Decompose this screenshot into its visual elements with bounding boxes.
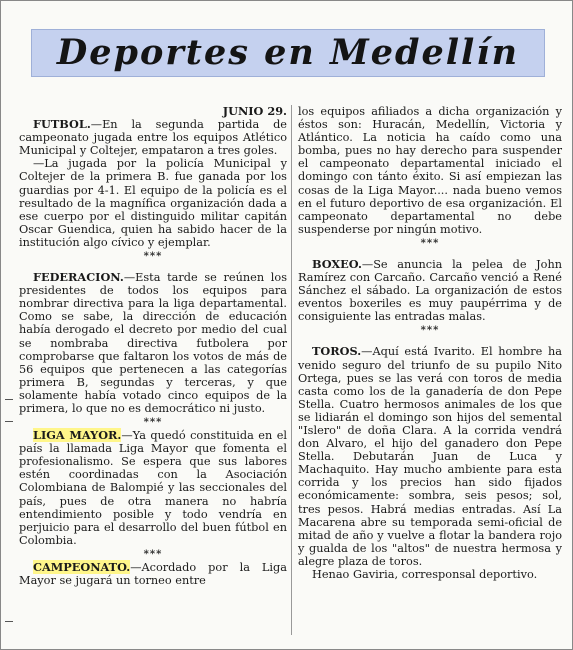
section-separator: *** bbox=[143, 548, 163, 560]
article-text: —Se anuncia la pelea de John Ramírez con Carcaño. Carcaño venció a René Sánchez el sábado. La organización de estos eventos boxeriles es muy paupérrima y de consiguiente las entradas malas. bbox=[298, 257, 562, 324]
keyword-toros: TOROS. bbox=[312, 344, 362, 359]
article-text: —En la segunda partida de campeonato jugada entre los equipos Atlético Municipal y Coltejer, empataron a tres goles. bbox=[19, 118, 287, 158]
margin-mark bbox=[5, 621, 13, 622]
masthead-banner bbox=[31, 29, 545, 77]
article-futbol-continued: —La jugada por la policía Municipal y Coltejer de la primera B. fue ganada por los guardias por 4-1. El equipo de la policía es el resultado de la magnífica organización dada a ese cuerpo por el distinguido militar capitán Oscar Guendica, quien ha sabido hacer de la institución algo cívico y ejemplar. bbox=[19, 157, 287, 249]
article-text: —Ya quedó constituida en el país la llamada Liga Mayor que fomenta el profesionalismo. Se espera que sus labores estén coordinadas con la Asociación Colombiana de Balompié y las seccionales del país, pues de otra manera no habría entendimiento posible y todo vendría en perjuicio para el desarrollo del buen fútbol en Colombia. bbox=[19, 429, 287, 547]
article-boxeo bbox=[298, 258, 562, 323]
keyword-liga-mayor-highlighted: LIGA MAYOR. bbox=[33, 428, 122, 443]
right-column bbox=[298, 105, 562, 581]
article-federacion bbox=[19, 271, 287, 415]
article-text: —Aquí está Ivarito. El hombre ha venido seguro del triunfo de su pupilo Nito Ortega, pues se las verá con toros de media casta como los de la ganadería de don Pepe Stella. Cuatro hermosos animales de los que se lidiarán el domingo son hijos del semental "Islero" de doña Clara. A la corrida vendrá don Alvaro, el hijo del ganadero don Pepe Stella. Debutarán Juan de Luca y Machaquito. Hay mucho ambiente para esta corrida y los precios han sido fijados económicamente: sombra, seis pesos; sol, tres pesos. Habrá medias entradas. Así La Macarena abre su temporada semi-oficial de mitad de año y vuelve a flotar la bandera rojo y gualda de los "altos" de nuestra hermosa y alegre plaza de toros. bbox=[298, 345, 562, 568]
article-campeonato bbox=[19, 561, 287, 587]
keyword-futbol: FUTBOL. bbox=[33, 117, 91, 132]
section-separator: *** bbox=[420, 325, 440, 337]
section-separator: *** bbox=[143, 417, 163, 429]
article-liga-mayor bbox=[19, 429, 287, 547]
margin-mark bbox=[5, 421, 13, 422]
byline: Henao Gaviria, corresponsal deportivo. bbox=[312, 568, 538, 581]
article-text: —Acordado por la Liga Mayor se jugará un torneo entre bbox=[19, 560, 287, 587]
page-title: Deportes en Medellín bbox=[56, 32, 520, 73]
dateline: JUNIO 29. bbox=[222, 104, 287, 118]
column-divider bbox=[291, 105, 292, 635]
section-separator: *** bbox=[420, 237, 440, 249]
left-column bbox=[19, 105, 287, 587]
article-campeonato-continued: los equipos afiliados a dicha organización y éstos son: Huracán, Medellín, Victoria y Atlántico. La noticia ha caído como una bomba, pues no hay derecho para suspender el campeonato departamental iniciado el domingo con tánto éxito. Si así empiezan las cosas de la Liga Mayor.... nada bueno vemos en el futuro deportivo de esa organización. El campeonato departamental no debe suspenderse por ningún motivo. bbox=[298, 105, 562, 236]
keyword-boxeo: BOXEO. bbox=[312, 256, 362, 271]
keyword-federacion: FEDERACION. bbox=[33, 270, 124, 285]
article-toros bbox=[298, 345, 562, 568]
article-futbol bbox=[19, 118, 287, 157]
keyword-campeonato-highlighted: CAMPEONATO. bbox=[33, 559, 131, 574]
article-text: —Esta tarde se reúnen los presidentes de todos los equipos para nombrar directiva para la liga departamental. Como se sabe, la dirección de educación había derogado el decreto por medio del cual se nombraba directiva futbolera por comprobarse que faltaron los votos de más de 56 equipos que pertenecen a las categorías primera B, segundas y terceras, y que solamente había votado cinco equipos de la primera, lo que no es democrático ni justo. bbox=[19, 271, 287, 415]
margin-mark bbox=[5, 399, 13, 400]
section-separator: *** bbox=[143, 251, 163, 263]
